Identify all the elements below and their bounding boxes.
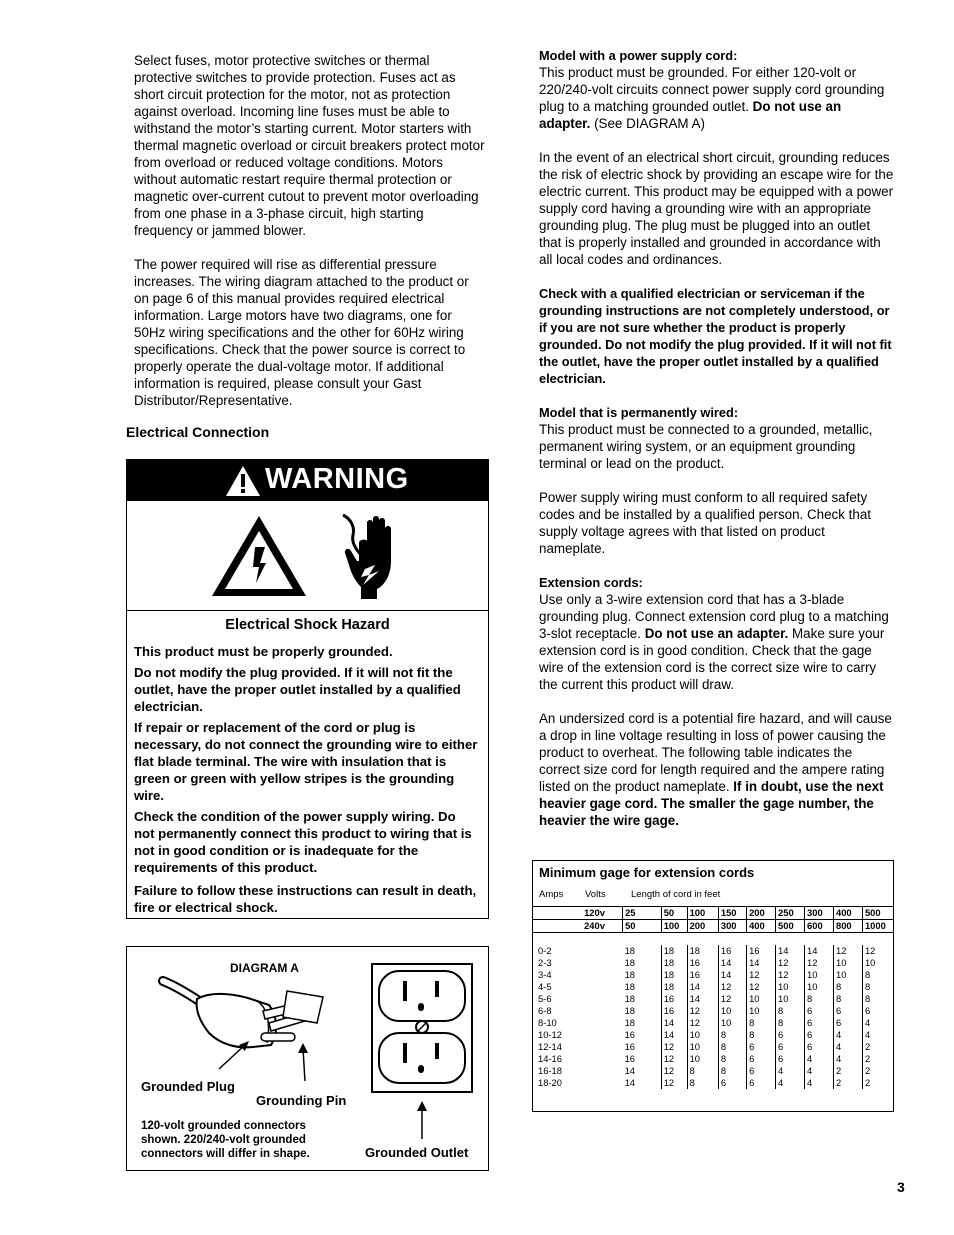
table-cell: 10 — [776, 981, 805, 993]
table-cell: 18 — [623, 969, 662, 981]
length-header: Length of cord in feet — [631, 889, 721, 900]
table-cell: 18 — [623, 1017, 662, 1029]
power-cord-section — [539, 47, 894, 132]
table-cell: 4 — [833, 1053, 862, 1065]
table-row — [533, 1053, 893, 1065]
table-cell: 600 — [805, 920, 834, 933]
table-cell: 12 — [864, 945, 876, 956]
table-cell: 12 — [747, 969, 776, 981]
table-cell: 0-2 — [538, 945, 552, 956]
table-cell: 4 — [805, 1077, 834, 1089]
undersized-cord-text: An undersized cord is a potential fire hazard, and will cause a drop in line voltage resulting in loss of power causing the product to overheat. The following table indicates the correct size cord for length required and the ampere rating listed on the product nameplate. — [539, 711, 892, 794]
right-column — [539, 47, 894, 846]
table-cell: 12 — [661, 1041, 687, 1053]
table-cell: 10 — [747, 993, 776, 1005]
hazard-bullet-4: Check the condition of the power supply wiring. Do not permanently connect this product to wiring that is not in good condition or is inadequate for the requirements of this product. — [134, 809, 472, 875]
grounded-plug-label: Grounded Plug — [141, 1079, 235, 1094]
table-cell: 16 — [687, 969, 718, 981]
table-cell: 400 — [833, 907, 862, 920]
table-cell: 12 — [776, 969, 805, 981]
table-cell: 10 — [833, 969, 862, 981]
table-row — [533, 993, 893, 1005]
amps-header: Amps — [539, 889, 564, 900]
hazard-bullet-5: Failure to follow these instructions can result in death, fire or electrical shock. — [134, 883, 477, 915]
table-cell: 500 — [862, 907, 893, 920]
table-cell: 14 — [687, 981, 718, 993]
extension-cord-text-2: Make sure your extension cord is in good condition. Check that the gage wire of the extension cord is the correct size wire to carry the current this product will draw. — [539, 626, 885, 692]
voltage-header-row — [533, 920, 893, 933]
table-cell: 400 — [747, 920, 776, 933]
table-cell: 16 — [687, 957, 718, 969]
table-cell: 16 — [623, 1029, 662, 1041]
table-cell: 4 — [805, 1053, 834, 1065]
voltage-header-row — [533, 907, 893, 920]
table-cell: 2 — [864, 1077, 871, 1088]
table-cell: 12 — [833, 945, 862, 957]
table-cell — [582, 993, 622, 1005]
spacer-row — [533, 933, 893, 946]
gage-table — [533, 906, 893, 1089]
table-cell: 14 — [687, 993, 718, 1005]
table-cell: 18 — [661, 981, 687, 993]
warning-triangle-icon — [225, 465, 261, 497]
table-cell: 4 — [776, 1077, 805, 1089]
table-cell: 6 — [776, 1053, 805, 1065]
table-cell: 6 — [805, 1041, 834, 1053]
table-cell: 10 — [687, 1041, 718, 1053]
left-column — [134, 52, 486, 426]
table-cell: 100 — [687, 907, 718, 920]
table-cell: 14 — [623, 1065, 662, 1077]
electrical-connection-heading: Electrical Connection — [126, 424, 270, 440]
table-cell: 800 — [833, 920, 862, 933]
no-adapter-note: Do not use an adapter. — [539, 99, 842, 131]
table-cell: 50 — [661, 907, 687, 920]
table-cell: 12 — [661, 1053, 687, 1065]
table-cell: 12 — [747, 981, 776, 993]
table-cell: 10 — [776, 993, 805, 1005]
table-cell — [582, 1029, 622, 1041]
diagram-a-box — [126, 946, 489, 1171]
table-row — [533, 1065, 893, 1077]
table-cell: 2-3 — [538, 957, 552, 968]
table-cell: 8 — [864, 981, 871, 992]
permanent-wired-heading: Model that is permanently wired: — [539, 405, 739, 420]
table-cell: 2 — [833, 1077, 862, 1089]
power-cord-heading: Model with a power supply cord: — [539, 48, 738, 63]
table-cell: 16 — [747, 945, 776, 957]
table-cell: 4 — [864, 1029, 871, 1040]
grounding-pin-label: Grounding Pin — [256, 1093, 347, 1108]
table-cell — [582, 1005, 622, 1017]
table-cell: 2 — [864, 1041, 871, 1052]
table-cell: 2 — [833, 1065, 862, 1077]
table-cell: 8 — [687, 1077, 718, 1089]
table-cell: 150 — [718, 907, 746, 920]
table-cell: 12 — [687, 1005, 718, 1017]
permanent-wired-section — [539, 404, 894, 472]
table-cell — [582, 945, 622, 957]
table-cell: 18 — [661, 945, 687, 957]
table-cell — [582, 957, 622, 969]
table-cell: 6 — [747, 1041, 776, 1053]
table-cell — [582, 1065, 622, 1077]
table-cell: 6 — [747, 1053, 776, 1065]
table-cell — [582, 1053, 622, 1065]
table-cell: 16 — [623, 1053, 662, 1065]
hazard-instructions — [134, 643, 479, 920]
table-cell: 6 — [718, 1077, 746, 1089]
table-cell: 18 — [661, 969, 687, 981]
table-cell: 8 — [864, 993, 871, 1004]
table-cell: 250 — [776, 907, 805, 920]
power-cord-text: This product must be grounded. For either 120-volt or 220/240-volt circuits connect power supply cord grounding plug to a matching grounded outlet. — [539, 65, 885, 114]
extension-cord-text: Use only a 3-wire extension cord that has a 3-blade grounding plug. Connect extension cord plug to a matching 3-slot receptacle. — [539, 592, 889, 641]
table-cell: 6 — [805, 1005, 834, 1017]
warning-box — [126, 459, 489, 919]
table-cell: 12 — [661, 1065, 687, 1077]
table-cell: 300 — [805, 907, 834, 920]
hazard-bullet-1: This product must be properly grounded. — [134, 644, 393, 659]
table-cell: 8 — [718, 1053, 746, 1065]
table-cell: 6 — [776, 1041, 805, 1053]
table-cell: 18 — [623, 993, 662, 1005]
table-cell: 6 — [805, 1017, 834, 1029]
table-cell: 12 — [718, 981, 746, 993]
table-cell: 10 — [747, 1005, 776, 1017]
table-cell: 6 — [833, 1005, 862, 1017]
table-cell: 100 — [661, 920, 687, 933]
table-row — [533, 981, 893, 993]
short-circuit-paragraph: In the event of an electrical short circuit, grounding reduces the risk of electric shock by providing an escape wire for the electric current. This product may be equipped with a power supply cord having a grounding wire with an appropriate grounding plug. The plug must be plugged into an outlet that is properly installed and grounded in accordance with all local codes and ordinances. — [539, 150, 894, 267]
table-cell: 300 — [718, 920, 746, 933]
table-cell: 10 — [718, 1017, 746, 1029]
hazard-title: Electrical Shock Hazard — [225, 617, 390, 633]
table-cell: 14 — [805, 945, 834, 957]
volts-header: Volts — [585, 889, 606, 900]
undersized-cord-paragraph — [539, 710, 894, 829]
table-cell: 8 — [718, 1065, 746, 1077]
table-cell: 10 — [805, 981, 834, 993]
table-cell: 18 — [623, 957, 662, 969]
table-cell: 18-20 — [538, 1077, 562, 1088]
extension-cord-section — [539, 574, 894, 693]
table-cell: 10 — [718, 1005, 746, 1017]
gage-table-title: Minimum gage for extension cords — [539, 865, 755, 880]
table-cell: 8 — [833, 981, 862, 993]
table-cell: 25 — [623, 907, 662, 920]
shocked-hand-icon — [335, 511, 413, 601]
table-cell — [582, 969, 622, 981]
table-cell: 14 — [661, 1017, 687, 1029]
gage-table-box — [532, 860, 894, 1112]
table-cell: 18 — [623, 1005, 662, 1017]
table-cell: 12 — [805, 957, 834, 969]
table-cell: 4 — [776, 1065, 805, 1077]
table-cell: 4 — [833, 1041, 862, 1053]
extension-cord-heading: Extension cords: — [539, 575, 643, 590]
table-row — [533, 1017, 893, 1029]
table-cell: 14-16 — [538, 1053, 562, 1064]
table-cell: 1000 — [862, 920, 893, 933]
table-cell: 4 — [833, 1029, 862, 1041]
table-cell: 10 — [833, 957, 862, 969]
table-cell: 14 — [661, 1029, 687, 1041]
table-cell: 4 — [805, 1065, 834, 1077]
table-cell: 3-4 — [538, 969, 552, 980]
table-cell: 18 — [623, 945, 662, 957]
table-cell — [582, 1041, 622, 1053]
table-row — [533, 969, 893, 981]
see-diagram-ref: (See DIAGRAM A) — [590, 116, 705, 131]
hazard-bullet-2: Do not modify the plug provided. If it will not fit the outlet, have the proper outlet installed by a qualified electrician. — [134, 665, 461, 714]
table-cell: 8 — [747, 1029, 776, 1041]
extension-no-adapter: Do not use an adapter. — [644, 626, 789, 641]
table-cell: 5-6 — [538, 993, 552, 1004]
table-cell: 10-12 — [538, 1029, 562, 1040]
table-cell: 6 — [747, 1065, 776, 1077]
table-cell: 14 — [623, 1077, 662, 1089]
table-cell: 8 — [718, 1029, 746, 1041]
table-cell: 6 — [805, 1029, 834, 1041]
table-cell: 18 — [687, 945, 718, 957]
table-cell: 8 — [718, 1041, 746, 1053]
table-cell: 12 — [687, 1017, 718, 1029]
electric-hazard-triangle-icon — [209, 513, 309, 599]
table-row — [533, 1029, 893, 1041]
table-cell: 16 — [661, 1005, 687, 1017]
table-row — [533, 1077, 893, 1089]
table-cell: 500 — [776, 920, 805, 933]
table-cell: 2 — [864, 1053, 871, 1064]
connector-note: 120-volt grounded connectors shown. 220/240-volt grounded connectors will differ in shape. — [141, 1120, 310, 1160]
table-cell: 12-14 — [538, 1041, 562, 1052]
grounded-outlet-icon — [371, 963, 473, 1143]
table-cell: 10 — [864, 957, 876, 968]
table-cell — [533, 920, 582, 933]
table-row — [533, 957, 893, 969]
table-cell: 8 — [833, 993, 862, 1005]
table-cell: 8 — [805, 993, 834, 1005]
table-cell: 50 — [623, 920, 662, 933]
table-cell: 16 — [623, 1041, 662, 1053]
table-cell: 10 — [687, 1053, 718, 1065]
table-cell: 8 — [864, 969, 871, 980]
table-row — [533, 1041, 893, 1053]
table-cell: 6 — [833, 1017, 862, 1029]
page-number: 3 — [897, 1179, 905, 1195]
table-cell: 200 — [687, 920, 718, 933]
table-cell: 2 — [864, 1065, 871, 1076]
table-cell: 6 — [776, 1029, 805, 1041]
table-cell: 16 — [661, 993, 687, 1005]
table-cell: 18 — [623, 981, 662, 993]
hazard-bullet-3: If repair or replacement of the cord or plug is necessary, do not connect the grounding wire to either flat blade terminal. The wire with insulation that is green or green with yellow stripes is the grounding wire. — [134, 720, 478, 803]
check-electrician-paragraph: Check with a qualified electrician or serviceman if the grounding instructions are not completely understood, or if you are not sure whether the product is properly grounded. Do not modify the plug provided. If it will not fit the outlet, have the proper outlet installed by a qualified electrician. — [539, 286, 892, 386]
table-cell: 240v — [582, 920, 622, 933]
table-cell: 16 — [718, 945, 746, 957]
table-cell: 14 — [718, 969, 746, 981]
fuse-paragraph: Select fuses, motor protective switches or thermal protective switches to provide protection. Fuses act as short circuit protection for the motor, not as protection against overload. Incoming line fuses must be able to withstand the motor’s starting current. Motor starters with thermal magnetic overload or circuit breakers protect motor from overload or reduced voltage conditions. Motors without automatic restart require thermal protection or magnetic over-current cutout to prevent motor overloading from one phase in a 3-phase circuit, high starting frequency or jammed blower. — [134, 53, 485, 238]
table-cell: 8 — [776, 1017, 805, 1029]
table-cell: 18 — [661, 957, 687, 969]
warning-band — [127, 460, 488, 501]
heavier-gage-note: If in doubt, use the next heavier gage cord. The smaller the gage number, the heavier the wire gage. — [539, 779, 884, 828]
table-cell: 14 — [776, 945, 805, 957]
grounded-plug-icon — [157, 971, 347, 1091]
table-cell: 8 — [776, 1005, 805, 1017]
table-cell: 8 — [747, 1017, 776, 1029]
table-cell: 12 — [718, 993, 746, 1005]
table-cell: 12 — [661, 1077, 687, 1089]
table-cell: 4 — [864, 1017, 871, 1028]
table-cell — [582, 981, 622, 993]
table-cell — [533, 907, 582, 920]
hazard-icons — [127, 501, 488, 611]
table-cell: 8 — [687, 1065, 718, 1077]
table-cell: 12 — [776, 957, 805, 969]
table-row — [533, 945, 893, 957]
table-cell: 120v — [582, 907, 622, 920]
table-cell — [582, 1017, 622, 1029]
table-cell: 10 — [687, 1029, 718, 1041]
permanent-wired-text: This product must be connected to a grounded, metallic, permanent wiring system, or an equipment grounding terminal or lead on the product. — [539, 422, 873, 471]
table-cell: 6 — [864, 1005, 871, 1016]
table-cell: 8-10 — [538, 1017, 557, 1028]
table-cell: 4-5 — [538, 981, 552, 992]
table-cell: 200 — [747, 907, 776, 920]
table-cell: 14 — [747, 957, 776, 969]
table-row — [533, 1005, 893, 1017]
table-cell: 14 — [718, 957, 746, 969]
diagram-title: DIAGRAM A — [230, 961, 299, 975]
table-cell — [582, 1077, 622, 1089]
warning-label: WARNING — [265, 463, 409, 495]
spacer-cell — [533, 933, 893, 946]
table-cell: 6 — [747, 1077, 776, 1089]
power-paragraph: The power required will rise as differential pressure increases. The wiring diagram attached to the product or on page 6 of this manual provides required electrical information. Large motors have two diagrams, one for 50Hz wiring specifications and the other for 60Hz wiring specifications. Check that the power source is correct to properly operate the dual-voltage motor. If additional information is required, please consult your Gast Distributor/Representative. — [134, 257, 469, 408]
table-cell: 10 — [805, 969, 834, 981]
table-cell: 6-8 — [538, 1005, 552, 1016]
supply-wiring-paragraph: Power supply wiring must conform to all required safety codes and be installed by a qualified person. Check that supply voltage agrees with that listed on product nameplate. — [539, 490, 872, 556]
grounded-outlet-label: Grounded Outlet — [365, 1145, 469, 1160]
table-cell: 16-18 — [538, 1065, 562, 1076]
